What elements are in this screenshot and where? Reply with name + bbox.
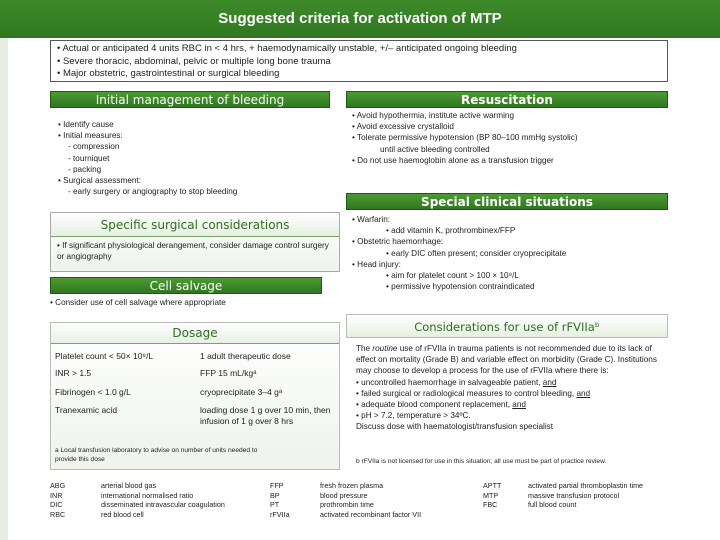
criteria-item: • Actual or anticipated 4 units RBC in < 4 hrs, + haemodynamically unstable, +/– anticipated ongoing bleeding	[57, 43, 661, 56]
dosage-value: 1 adult therapeutic dose	[200, 351, 291, 361]
abbr-full: activated recombinant factor VII	[320, 509, 422, 519]
criteria-item: • Severe thoracic, abdominal, pelvic or multiple long bone trauma	[57, 56, 661, 69]
criteria-item: • Major obstetric, gastrointestinal or surgical bleeding	[57, 68, 661, 81]
list-item	[356, 399, 668, 410]
abbr-full: blood pressure	[320, 490, 368, 500]
activation-criteria-box	[50, 40, 668, 82]
abbr-full: full blood count	[528, 500, 577, 510]
dosage-footnote: a Local transfusion laboratory to advise on number of units needed to provide this dose	[55, 447, 258, 463]
list-item: - tourniquet	[68, 153, 110, 163]
abbr-code: RBC	[50, 509, 66, 519]
list-item: until active bleeding controlled	[380, 144, 490, 154]
abbreviation-full-col1	[101, 481, 266, 519]
abbr-code: MTP	[483, 490, 499, 500]
dosage-header: Dosage	[51, 323, 339, 344]
rfviia-intro	[356, 343, 668, 377]
page-title: Suggested criteria for activation of MTP	[0, 0, 720, 38]
abbr-full: arterial blood gas	[101, 481, 157, 490]
list-item: • add vitamin K, prothrombinex/FFP	[386, 226, 516, 236]
abbr-full: disseminated intravascular coagulation	[101, 500, 225, 510]
abbr-full: massive transfusion protocol	[528, 490, 620, 500]
list-item	[356, 388, 668, 399]
dosage-label: Tranexamic acid	[55, 405, 118, 415]
abbr-full: prothrombin time	[320, 500, 374, 510]
list-item: • early DIC often present; consider cryoprecipitate	[386, 248, 567, 258]
abbr-code: INR	[50, 490, 63, 500]
intro-pre: The	[356, 344, 373, 353]
bullet-and: and	[576, 388, 591, 398]
dosage-value: cryoprecipitate 3–4 gᵃ	[200, 387, 283, 397]
abbr-full: international normalised ratio	[101, 490, 194, 500]
dosage-value: FFP 15 mL/kgᵃ	[200, 368, 257, 378]
abbr-full: activated partial thromboplastin time	[528, 481, 644, 490]
list-item: • Warfarin:	[352, 214, 668, 225]
dosage-value: loading dose 1 g over 10 min, then infusion of 1 g over 8 hrs	[200, 405, 331, 426]
bullet-and: and	[512, 400, 526, 410]
rfviia-footnote: b rFVIIa is not licensed for use in this situation; all use must be part of practice review.	[356, 458, 607, 465]
list-item: - packing	[68, 164, 102, 174]
surgical-considerations-box	[50, 212, 340, 272]
abbr-code: APTT	[483, 481, 502, 490]
dosage-label: Platelet count < 50× 10⁹/L	[55, 351, 154, 361]
list-item: • Avoid excessive crystalloid	[352, 121, 668, 132]
abbreviation-codes-col1	[50, 481, 100, 519]
list-item	[356, 377, 668, 388]
list-item: • Initial measures:	[58, 130, 322, 141]
abbreviation-codes-col3	[483, 481, 528, 510]
initial-management-box	[50, 110, 330, 210]
initial-management-header: Initial management of bleeding	[50, 91, 330, 108]
cell-salvage-text: • Consider use of cell salvage where appropriate	[50, 297, 340, 308]
resuscitation-header: Resuscitation	[346, 91, 668, 108]
special-situations-box	[352, 214, 668, 292]
abbr-code: DIC	[50, 500, 63, 510]
abbreviation-codes-col2	[270, 481, 315, 519]
rfviia-closing: Discuss dose with haematologist/transfusion specialist	[356, 422, 554, 432]
cell-salvage-header: Cell salvage	[50, 277, 322, 294]
bullet-and: and	[542, 377, 557, 387]
list-item: - early surgery or angiography to stop bleeding	[68, 187, 238, 197]
rfviia-header-box	[346, 314, 668, 338]
abbr-full: fresh frozen plasma	[320, 481, 384, 490]
intro-italic: routine	[372, 344, 398, 353]
list-item: • aim for platelet count > 100 × 10⁹/L	[386, 271, 519, 281]
bullet-text: failed surgical or radiological measures to control bleeding,	[361, 388, 577, 398]
list-item: • Tolerate permissive hypotension (BP 80–100 mmHg systolic)	[352, 132, 668, 143]
left-margin-strip	[0, 0, 8, 540]
rfviia-body	[356, 343, 668, 433]
list-item	[356, 410, 668, 421]
list-item: - compression	[68, 142, 120, 152]
bullet-text: adequate blood component replacement,	[361, 400, 513, 410]
abbr-code: PT	[270, 500, 280, 510]
abbr-code: FBC	[483, 500, 498, 510]
resuscitation-box	[352, 110, 668, 180]
bullet-text: pH > 7.2, temperature > 34ºC.	[361, 411, 471, 421]
abbreviation-full-col2	[320, 481, 480, 519]
list-item: • permissive hypotension contraindicated	[386, 282, 535, 292]
list-item: • Identify cause	[58, 119, 322, 130]
abbr-code: BP	[270, 490, 280, 500]
list-item: • Do not use haemoglobin alone as a transfusion trigger	[352, 155, 668, 166]
abbr-code: rFVIIa	[270, 509, 290, 519]
list-item: • Surgical assessment:	[58, 175, 322, 186]
list-item: • Obstetric haemorrhage:	[352, 236, 668, 247]
list-item: • Avoid hypothermia, institute active warming	[352, 110, 668, 121]
bullet-text: uncontrolled haemorrhage in salvageable patient,	[361, 377, 543, 387]
abbreviation-full-col3	[528, 481, 703, 510]
dosage-label: INR > 1.5	[55, 368, 92, 378]
abbr-code: ABG	[50, 481, 66, 490]
special-situations-header: Special clinical situations	[346, 193, 668, 210]
surgical-considerations-text: • If significant physiological derangement, consider damage control surgery or angiography	[51, 237, 339, 262]
list-item: • Head injury:	[352, 259, 668, 270]
abbr-code: FFP	[270, 481, 284, 490]
surgical-considerations-header: Specific surgical considerations	[51, 213, 339, 237]
dosage-label: Fibrinogen < 1.0 g/L	[55, 387, 131, 397]
abbr-full: red blood cell	[101, 509, 144, 519]
intro-post: use of rFVIIa in trauma patients is not recommended due to its lack of effect on mortality (Grade B) and variable effect on morbidity (Grade C). Institutions may choose to develop a process for the use of rFVIIa where there is:	[356, 344, 657, 376]
rfviia-header: Considerations for use of rFVIIaᵇ	[414, 320, 600, 334]
